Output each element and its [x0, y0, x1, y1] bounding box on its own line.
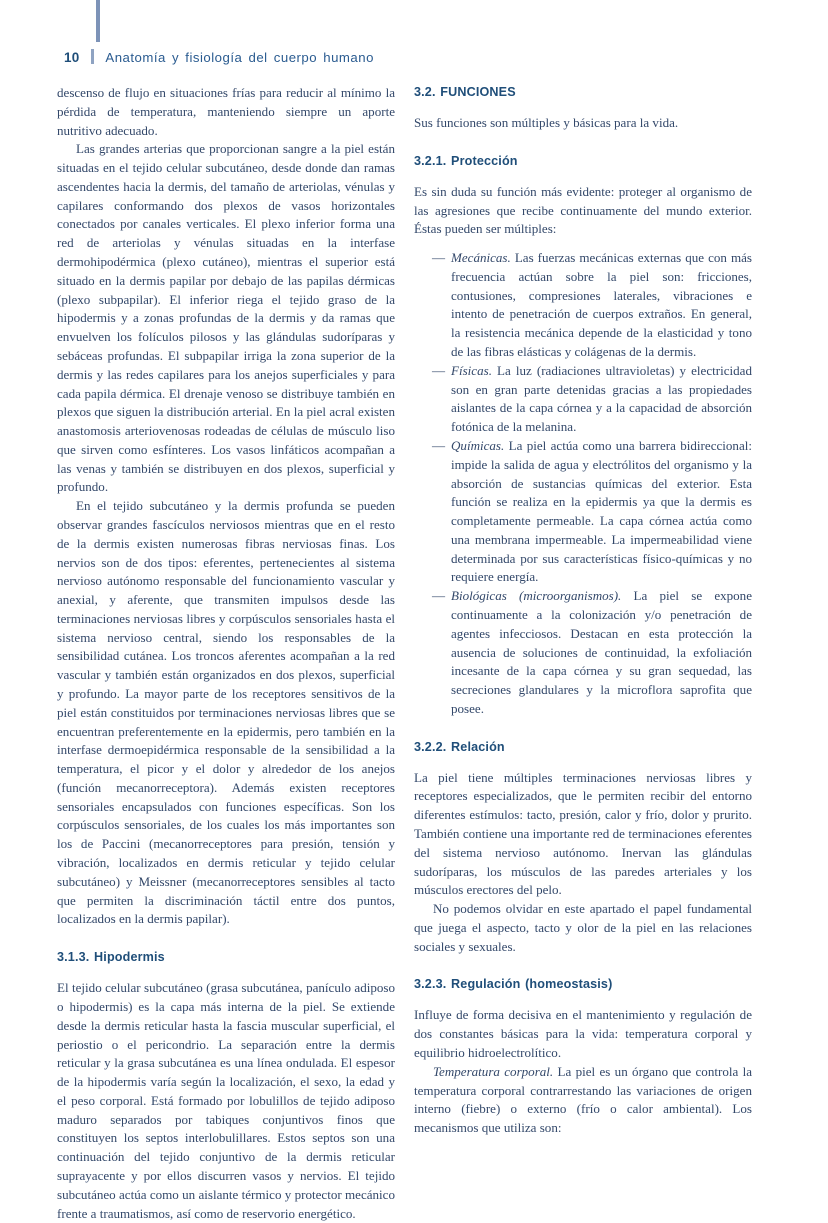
spacer	[414, 992, 752, 1006]
em-dash-marker: —	[432, 362, 446, 378]
spacer	[414, 100, 752, 114]
spacer	[57, 965, 395, 979]
list-item-text: La piel se expone continuamente a la colonización y/o penetración de agentes infecciosos. Destacan en esta protección la ausencia de soluciones de continuidad, la exfoliación incesante de la capa córnea y su gran sequedad, las secreciones glandulares y la microflora saprofita que posee.	[451, 588, 752, 716]
paragraph: La piel tiene múltiples terminaciones nerviosas libres y receptores especializados, que le permiten recibir del entorno diferentes estímulos: tacto, presión, calor y frío, dolor y prurito. También contiene una importante red de terminaciones eferentes del sistema nervioso autónomo. Inervan las glándulas sudoríparas, los músculos de las paredes arteriales y los músculos erectores del pelo.	[414, 769, 752, 898]
column-right	[414, 84, 752, 1138]
paragraph-text: La piel es un órgano que controla la temperatura corporal contrarrestando las variaciones de origen interno (fiebre) o externo (frío o calor ambiental). Los mecanismos que utiliza son:	[414, 1063, 753, 1136]
running-head	[64, 47, 374, 65]
section-heading-funciones: 3.2. FUNCIONES	[414, 85, 516, 99]
spacer	[414, 169, 752, 183]
em-dash-marker: —	[432, 588, 446, 604]
list-item	[414, 362, 752, 437]
spacer	[414, 719, 752, 739]
header-vertical-rule	[96, 0, 100, 42]
spacer	[414, 956, 752, 976]
list-item-lead: Mecánicas.	[451, 250, 511, 266]
list-item-lead: Químicas.	[451, 437, 505, 453]
running-head-title: Anatomía y fisiología del cuerpo humano	[105, 50, 374, 65]
paragraph: En el tejido subcutáneo y la dermis profunda se pueden observar grandes fascículos nerviosos mientras que en el resto de la dermis existen numerosas fibras nerviosas finas. Los nervios son de dos tipos: eferentes, pertenecientes al sistema nervioso autónomo responsable del funcionamiento vascular y anexial, y aferente, que transmiten impulsos desde las terminaciones nerviosas libres y corpúsculos sensoriales hasta el sistema nervioso central, siendo los responsables de la sensibilidad cutánea. Los troncos aferentes acompañan a la red vascular y también están organizados en dos plexos, superficial y profundo. La mayor parte de los receptores sensitivos de la piel están constituidos por terminaciones nerviosas libres que se encuentran preferentemente en la epidermis, pero también en la interfase dermoepidérmica responsable de la sensibilidad a la temperatura, el picor y el dolor y alrededor de los anejos (función mecanorreceptora). Además existen receptores sensoriales encapsulados con funciones específicas. Son los corpúsculos sensoriales, de los cuales los más importantes son los de Paccini (mecanorreceptores para presión, tensión y vibración, localizados en dermis reticular y tejido celular subcutáneo) y Meissner (mecanorreceptores sensibles al tacto que permiten la discriminación táctil entre dos puntos, localizados en la dermis papilar).	[57, 498, 395, 927]
list-item-text: La piel actúa como una barrera bidireccional: impide la salida de agua y electrólitos del organismo y la absorción de sustancias químicas del exterior. Esta función se realiza en la epidermis ya que la dermis es completamente permeable. La capa córnea actúa como una membrana impermeable. La impermeabilidad viene determinada por sus características físico-químicas y no requiere energía.	[451, 437, 752, 585]
section-heading-hipodermis: 3.1.3. Hipodermis	[57, 950, 165, 965]
paragraph: No podemos olvidar en este apartado el papel fundamental que juega el aspecto, tacto y olor de la piel en las relaciones sociales y sexuales.	[414, 901, 752, 954]
paragraph-lead-italic: Temperatura corporal.	[433, 1063, 554, 1079]
section-heading-regulacion: 3.2.3. Regulación (homeostasis)	[414, 977, 613, 992]
section-heading-relacion: 3.2.2. Relación	[414, 739, 505, 754]
list-item-lead: Biológicas (microorganismos).	[451, 588, 622, 604]
page-folio: 10	[64, 50, 80, 65]
list-item	[414, 249, 752, 362]
list-item-text: Las fuerzas mecánicas externas que con más frecuencia actúan sobre la piel son: fricciones, contusiones, compresiones laterales, vibraciones e intento de penetración de cuerpos extraños. En general, la resistencia mecánica depende de la elasticidad y tono de las fibras elásticas y colágenas de la dermis.	[451, 250, 752, 360]
protection-list	[414, 249, 752, 719]
spacer	[414, 133, 752, 153]
section-heading-proteccion: 3.2.1. Protección	[414, 153, 518, 168]
paragraph: Influye de forma decisiva en el mantenimiento y regulación de dos constantes básicas para la vida: temperatura corporal y equilibrio hidroelectrolítico.	[414, 1007, 752, 1061]
spacer	[414, 755, 752, 769]
column-left	[57, 84, 395, 1223]
list-item-text: La luz (radiaciones ultravioletas) y electricidad son en gran parte detenidas gracias a las propiedades aislantes de la capa córnea y a la capacidad de absorción fotónica de la melanina.	[451, 362, 752, 435]
paragraph: Sus funciones son múltiples y básicas para la vida.	[414, 115, 679, 130]
running-head-divider	[91, 49, 94, 64]
list-item-lead: Físicas.	[451, 362, 492, 378]
spacer	[414, 239, 752, 249]
paragraph: Las grandes arterias que proporcionan sangre a la piel están situadas en el tejido celular subcutáneo, desde donde dan ramas ascendentes hacia la dermis, del tamaño de arteriolas, vénulas y capilares conformando dos plexos de vasos horizontales conectados por canales verticales. El plexo inferior forma una red de arteriolas y vénulas situadas en la interfase dermohipodérmica (plexo cutáneo), mientras el superior está situado en la dermis papilar por debajo de las papilas dérmicas (plexo subpapilar). El inferior riega el tejido graso de la hipodermis y a zonas profundas de la dermis y da ramas que envuelven los folículos pilosos y las glándulas sudoríparas y sebáceas profundas. El subpapilar irriga la zona superior de la dermis y las redes capilares para los anejos superficiales y para cada papila dérmica. El drenaje venoso se distribuye también en plexos que siguen la distribución arterial. En la piel acral existen anastomosis arteriovenosas rodeadas de células de músculo liso que sirven como esfínteres. Los vasos linfáticos acompañan a las venas y también se distribuyen en dos plexos, superficial y profundo.	[57, 141, 395, 495]
paragraph: descenso de flujo en situaciones frías para reducir al mínimo la pérdida de temperatura, manteniendo siempre un aporte nutritivo adecuado.	[57, 85, 395, 138]
em-dash-marker: —	[432, 250, 446, 266]
list-item	[414, 587, 752, 718]
paragraph: Es sin duda su función más evidente: proteger al organismo de las agresiones que recibe continuamente del mundo exterior. Éstas pueden ser múltiples:	[414, 183, 752, 237]
paragraph: El tejido celular subcutáneo (grasa subcutánea, panículo adiposo o hipodermis) es la capa más interna de la piel. Se extiende desde la dermis reticular hasta la fascia muscular superficial, el periostio o el pericondrio. La separación entre la dermis reticular y la grasa subcutánea es una línea ondulada. El espesor de la hipodermis varía según la localización, el sexo, la edad y el peso corporal. Está formado por lobulillos de tejido adiposo maduro separados por tabiques conjuntivos finos que constituyen los septos interlobulillares. Estos septos son una continuación del tejido conjuntivo de la dermis reticular suprayacente y por ellos discurren vasos y nervios. El tejido subcutáneo actúa como un aislante térmico y protector mecánico frente a traumatismos, así como de reservorio energético.	[57, 980, 395, 1221]
list-item	[414, 437, 752, 587]
paragraph-regulation-sub	[414, 1063, 752, 1138]
spacer	[57, 929, 395, 949]
em-dash-marker: —	[432, 437, 446, 453]
